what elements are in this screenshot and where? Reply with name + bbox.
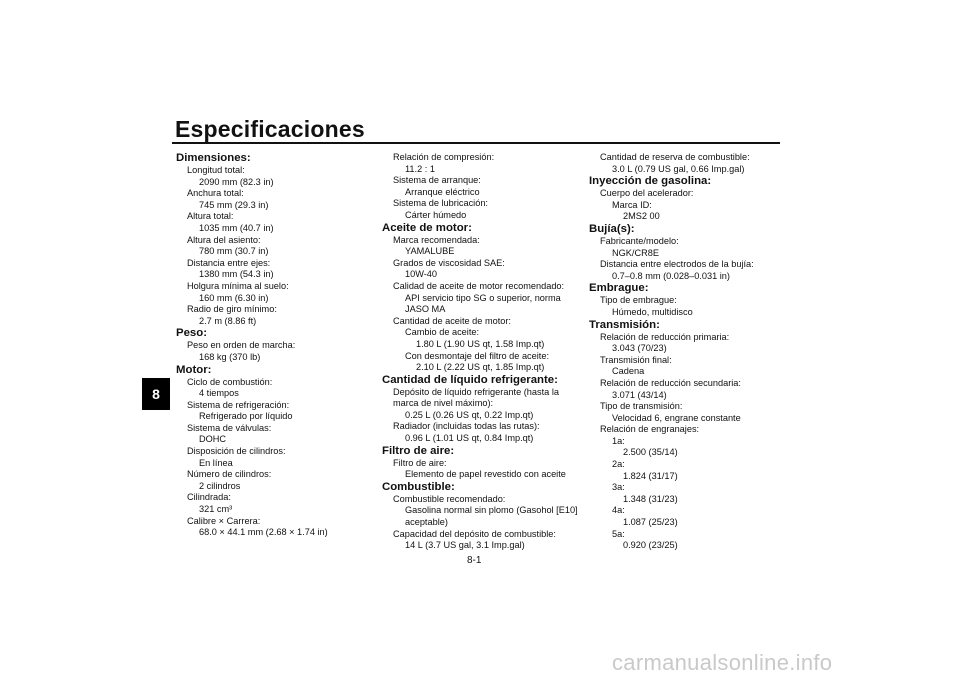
spec-line: Sistema de válvulas: (187, 422, 272, 433)
section-heading: Transmisión: (589, 318, 660, 331)
spec-line: Sistema de refrigeración: (187, 399, 290, 410)
spec-line: 14 L (3.7 US gal, 3.1 Imp.gal) (405, 540, 525, 551)
chapter-tab: 8 (142, 378, 170, 410)
spec-line: Cambio de aceite: (405, 327, 480, 338)
spec-line: NGK/CR8E (612, 247, 659, 258)
spec-line: Capacidad del depósito de combustible: (393, 528, 556, 539)
spec-line: Cadena (612, 366, 645, 377)
spec-line: 1035 mm (40.7 in) (199, 222, 274, 233)
spec-line: Elemento de papel revestido con aceite (405, 469, 566, 480)
spec-line: Tipo de transmisión: (600, 401, 683, 412)
spec-line: Húmedo, multidisco (612, 306, 693, 317)
spec-line: Peso en orden de marcha: (187, 340, 296, 351)
spec-line: JASO MA (405, 304, 446, 315)
spec-line: Transmisión final: (600, 354, 672, 365)
spec-line: Filtro de aire: (393, 457, 447, 468)
spec-line: Sistema de arranque: (393, 175, 481, 186)
section-heading: Dimensiones: (176, 152, 251, 164)
spec-line: 4a: (612, 505, 625, 516)
spec-line: Depósito de líquido refrigerante (hasta la (393, 386, 559, 397)
spec-line: Radio de giro mínimo: (187, 304, 277, 315)
spec-line: 0.7–0.8 mm (0.028–0.031 in) (612, 270, 730, 281)
section-heading: Embrague: (589, 282, 649, 295)
spec-line: 1380 mm (54.3 in) (199, 269, 274, 280)
spec-line: 321 cm³ (199, 504, 233, 515)
spec-line: Relación de reducción primaria: (600, 331, 730, 342)
spec-line: Sistema de lubricación: (393, 198, 488, 209)
page-title: Especificaciones (175, 116, 365, 142)
spec-line: 1.80 L (1.90 US qt, 1.58 Imp.qt) (416, 338, 545, 349)
spec-column-3 (589, 152, 789, 552)
spec-line: Longitud total: (187, 165, 245, 175)
spec-line: Cuerpo del acelerador: (600, 188, 694, 199)
spec-line: YAMALUBE (405, 246, 455, 257)
title-divider (172, 142, 780, 144)
section-heading: Filtro de aire: (382, 444, 455, 457)
spec-line: Distancia entre electrodos de la bujía: (600, 259, 754, 270)
spec-line: 1.824 (31/17) (623, 470, 678, 481)
spec-line: DOHC (199, 434, 227, 445)
spec-line: 4 tiempos (199, 388, 239, 399)
spec-line: 745 mm (29.3 in) (199, 199, 269, 210)
section-heading: Aceite de motor: (382, 221, 472, 234)
spec-line: 780 mm (30.7 in) (199, 246, 269, 257)
spec-line: 2.7 m (8.86 ft) (199, 315, 257, 326)
spec-line: Combustible recomendado: (393, 493, 506, 504)
spec-line: Marca ID: (612, 199, 652, 210)
spec-line: 3.043 (70/23) (612, 343, 667, 354)
spec-line: 2MS2 00 (623, 211, 660, 222)
spec-line: aceptable) (405, 517, 448, 528)
spec-line: Con desmontaje del filtro de aceite: (405, 350, 550, 361)
spec-line: 0.920 (23/25) (623, 540, 678, 551)
spec-line: Velocidad 6, engrane constante (612, 412, 741, 423)
section-heading: Peso: (176, 327, 208, 340)
spec-line: 160 mm (6.30 in) (199, 292, 269, 303)
spec-line: Altura total: (187, 211, 234, 222)
spec-line: Cárter húmedo (405, 209, 467, 220)
spec-line: Calidad de aceite de motor recomendado: (393, 280, 565, 291)
section-heading: Cantidad de líquido refrigerante: (382, 373, 558, 386)
spec-line: API servicio tipo SG o superior, norma (405, 292, 561, 303)
spec-line: 0.96 L (1.01 US qt, 0.84 Imp.qt) (405, 433, 534, 444)
spec-line: 2 cilindros (199, 480, 241, 491)
section-heading: Bujía(s): (589, 222, 635, 235)
spec-line: 10W-40 (405, 269, 438, 280)
section-heading: Inyección de gasolina: (589, 175, 712, 188)
page-number: 8-1 (467, 555, 482, 566)
spec-line: Grados de viscosidad SAE: (393, 257, 505, 268)
spec-line: marca de nivel máximo): (393, 398, 494, 409)
spec-column-1 (176, 152, 376, 539)
section-heading: Combustible: (382, 480, 455, 493)
spec-line: Fabricante/modelo: (600, 235, 679, 246)
spec-line: 2090 mm (82.3 in) (199, 176, 274, 187)
spec-line: 3.0 L (0.79 US gal, 0.66 Imp.gal) (612, 163, 745, 174)
spec-line: Cilindrada: (187, 492, 231, 503)
spec-line: 68.0 × 44.1 mm (2.68 × 1.74 in) (199, 527, 328, 538)
spec-line: Altura del asiento: (187, 234, 261, 245)
spec-line: 2.10 L (2.22 US qt, 1.85 Imp.qt) (416, 362, 545, 373)
spec-line: 2.500 (35/14) (623, 447, 678, 458)
spec-line: 3.071 (43/14) (612, 389, 667, 400)
spec-line: Tipo de embrague: (600, 295, 677, 306)
spec-line: 1.087 (25/23) (623, 517, 678, 528)
spec-line: 168 kg (370 lb) (199, 351, 261, 362)
spec-line: Disposición de cilindros: (187, 446, 286, 457)
spec-line: Relación de engranajes: (600, 424, 700, 435)
spec-line: Relación de compresión: (393, 152, 495, 162)
spec-line: Holgura mínima al suelo: (187, 280, 289, 291)
spec-line: 11.2 : 1 (405, 163, 435, 174)
spec-line: Número de cilindros: (187, 469, 272, 480)
spec-line: Radiador (incluidas todas las rutas): (393, 421, 540, 432)
spec-line: Relación de reducción secundaria: (600, 377, 741, 388)
spec-line: En línea (199, 457, 233, 468)
spec-line: Cantidad de reserva de combustible: (600, 152, 750, 162)
spec-line: 5a: (612, 528, 625, 539)
spec-line: 1a: (612, 435, 625, 446)
watermark: carmanualsonline.info (612, 650, 833, 675)
spec-line: Anchura total: (187, 188, 244, 199)
spec-line: Marca recomendada: (393, 234, 480, 245)
spec-line: Distancia entre ejes: (187, 257, 271, 268)
spec-line: Ciclo de combustión: (187, 376, 273, 387)
spec-line: Arranque eléctrico (405, 186, 480, 197)
spec-line: Calibre × Carrera: (187, 515, 261, 526)
spec-line: 0.25 L (0.26 US qt, 0.22 Imp.qt) (405, 409, 534, 420)
spec-line: 3a: (612, 482, 625, 493)
spec-line: Gasolina normal sin plomo (Gasohol [E10] (405, 505, 578, 516)
spec-line: 1.348 (31/23) (623, 493, 678, 504)
spec-line: Refrigerado por líquido (199, 411, 293, 422)
spec-line: Cantidad de aceite de motor: (393, 315, 511, 326)
spec-column-2 (382, 152, 582, 552)
spec-line: 2a: (612, 459, 625, 470)
section-heading: Motor: (176, 363, 212, 376)
